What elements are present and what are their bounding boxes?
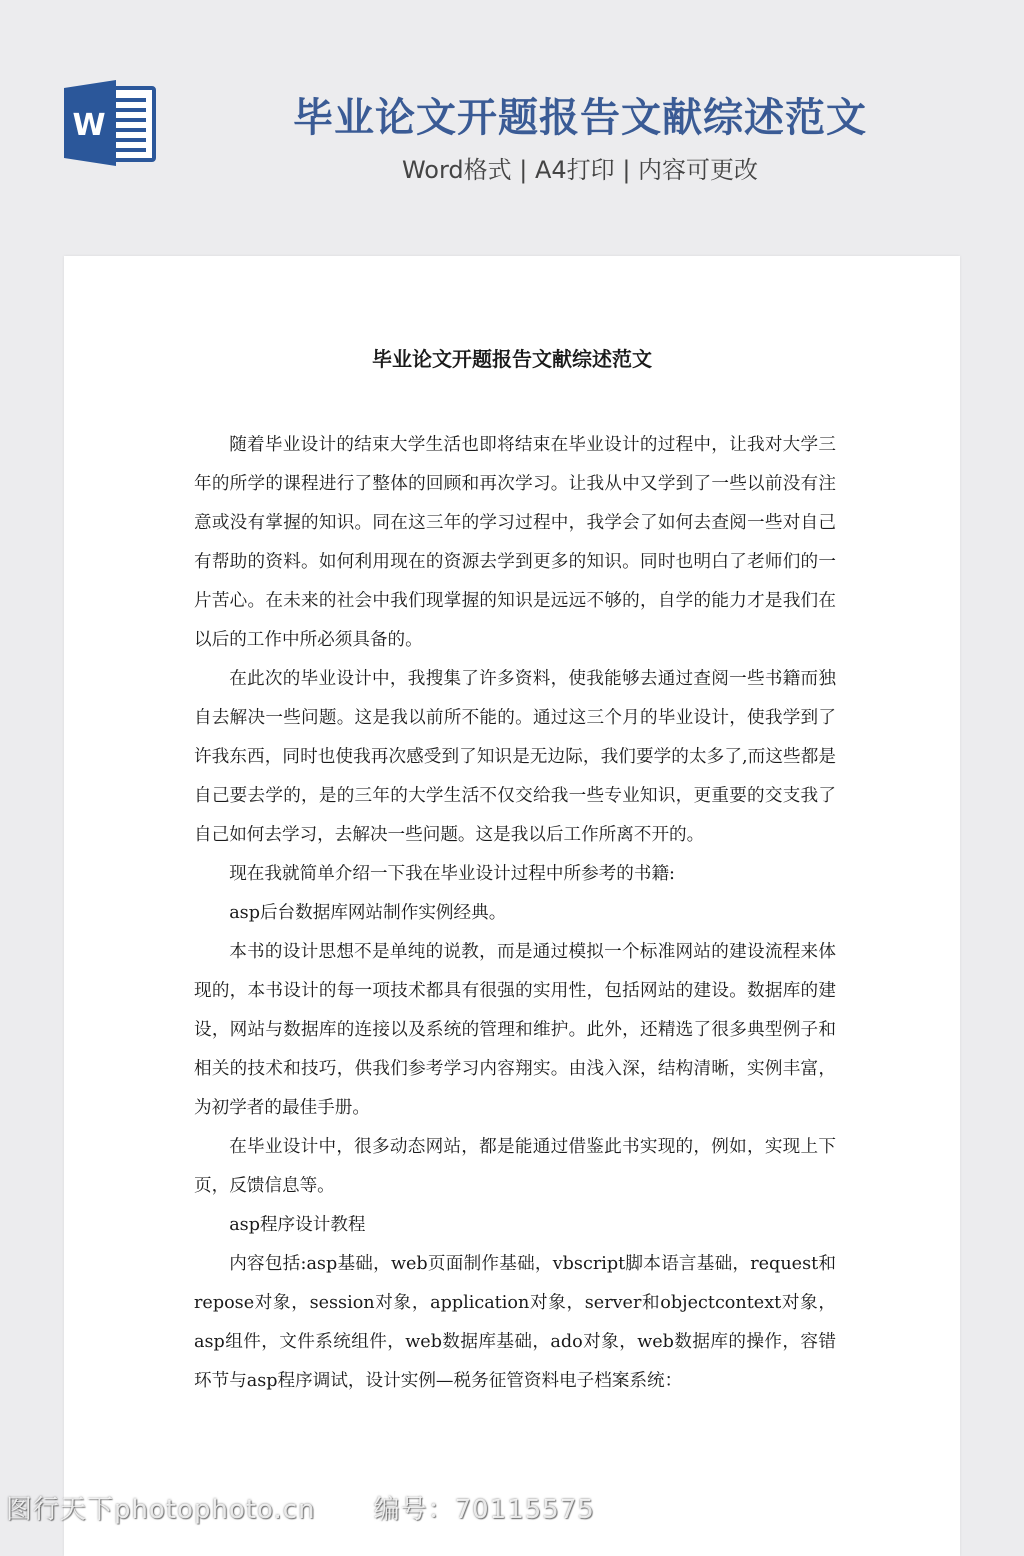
word-document-icon xyxy=(64,80,156,166)
paragraph: 在此次的毕业设计中，我搜集了许多资料，使我能够去通过查阅一些书籍而独自去解决一些问题。这是我以前所不能的。通过这三个月的毕业设计，使我学到了许我东西，同时也使我再次感受到了知识是无边际，我们要学的太多了,而这些都是自己要去学的，是的三年的大学生活不仅交给我一些专业知识，更重要的交支我了自己如何去学习，去解决一些问题。这是我以后工作所离不开的。 xyxy=(194,669,836,845)
word-icon-letter: W xyxy=(72,108,106,143)
watermark-id: 编号：70115575 xyxy=(373,1495,595,1525)
header-subtitle: Word格式 | A4打印 | 内容可更改 xyxy=(401,156,759,184)
document-body xyxy=(194,426,836,1401)
paragraph: 内容包括:asp基础，web页面制作基础，vbscript脚本语言基础，request和repose对象，session对象，application对象，server和objectcontext对象，asp组件，文件系统组件，web数据库基础，ado对象，web数据库的操作，容错环节与asp程序调试，设计实例—税务征管资料电子档案系统： xyxy=(194,1254,836,1391)
document-page xyxy=(64,256,960,1556)
watermark-site: 图行天下photophoto.cn xyxy=(6,1495,316,1525)
page-header xyxy=(0,0,1024,240)
paragraph: asp后台数据库网站制作实例经典。 xyxy=(229,903,507,923)
watermark xyxy=(6,1490,595,1530)
paragraph: 在毕业设计中，很多动态网站，都是能通过借鉴此书实现的，例如，实现上下页，反馈信息等。 xyxy=(194,1137,836,1196)
paragraph: asp程序设计教程 xyxy=(229,1215,366,1235)
header-title: 毕业论文开题报告文献综述范文 xyxy=(293,95,867,141)
paragraph: 本书的设计思想不是单纯的说教，而是通过模拟一个标准网站的建设流程来体现的，本书设计的每一项技术都具有很强的实用性，包括网站的建设。数据库的建设，网站与数据库的连接以及系统的管理和维护。此外，还精选了很多典型例子和相关的技术和技巧，供我们参考学习内容翔实。由浅入深，结构清晰，实例丰富，为初学者的最佳手册。 xyxy=(194,942,836,1118)
paragraph: 随着毕业设计的结束大学生活也即将结束在毕业设计的过程中，让我对大学三年的所学的课程进行了整体的回顾和再次学习。让我从中又学到了一些以前没有注意或没有掌握的知识。同在这三年的学习过程中，我学会了如何去查阅一些对自己有帮助的资料。如何利用现在的资源去学到更多的知识。同时也明白了老师们的一片苦心。在未来的社会中我们现掌握的知识是远远不够的，自学的能力才是我们在以后的工作中所必须具备的。 xyxy=(194,435,836,650)
paragraph: 现在我就简单介绍一下我在毕业设计过程中所参考的书籍: xyxy=(229,864,675,884)
document-title: 毕业论文开题报告文献综述范文 xyxy=(372,347,652,371)
